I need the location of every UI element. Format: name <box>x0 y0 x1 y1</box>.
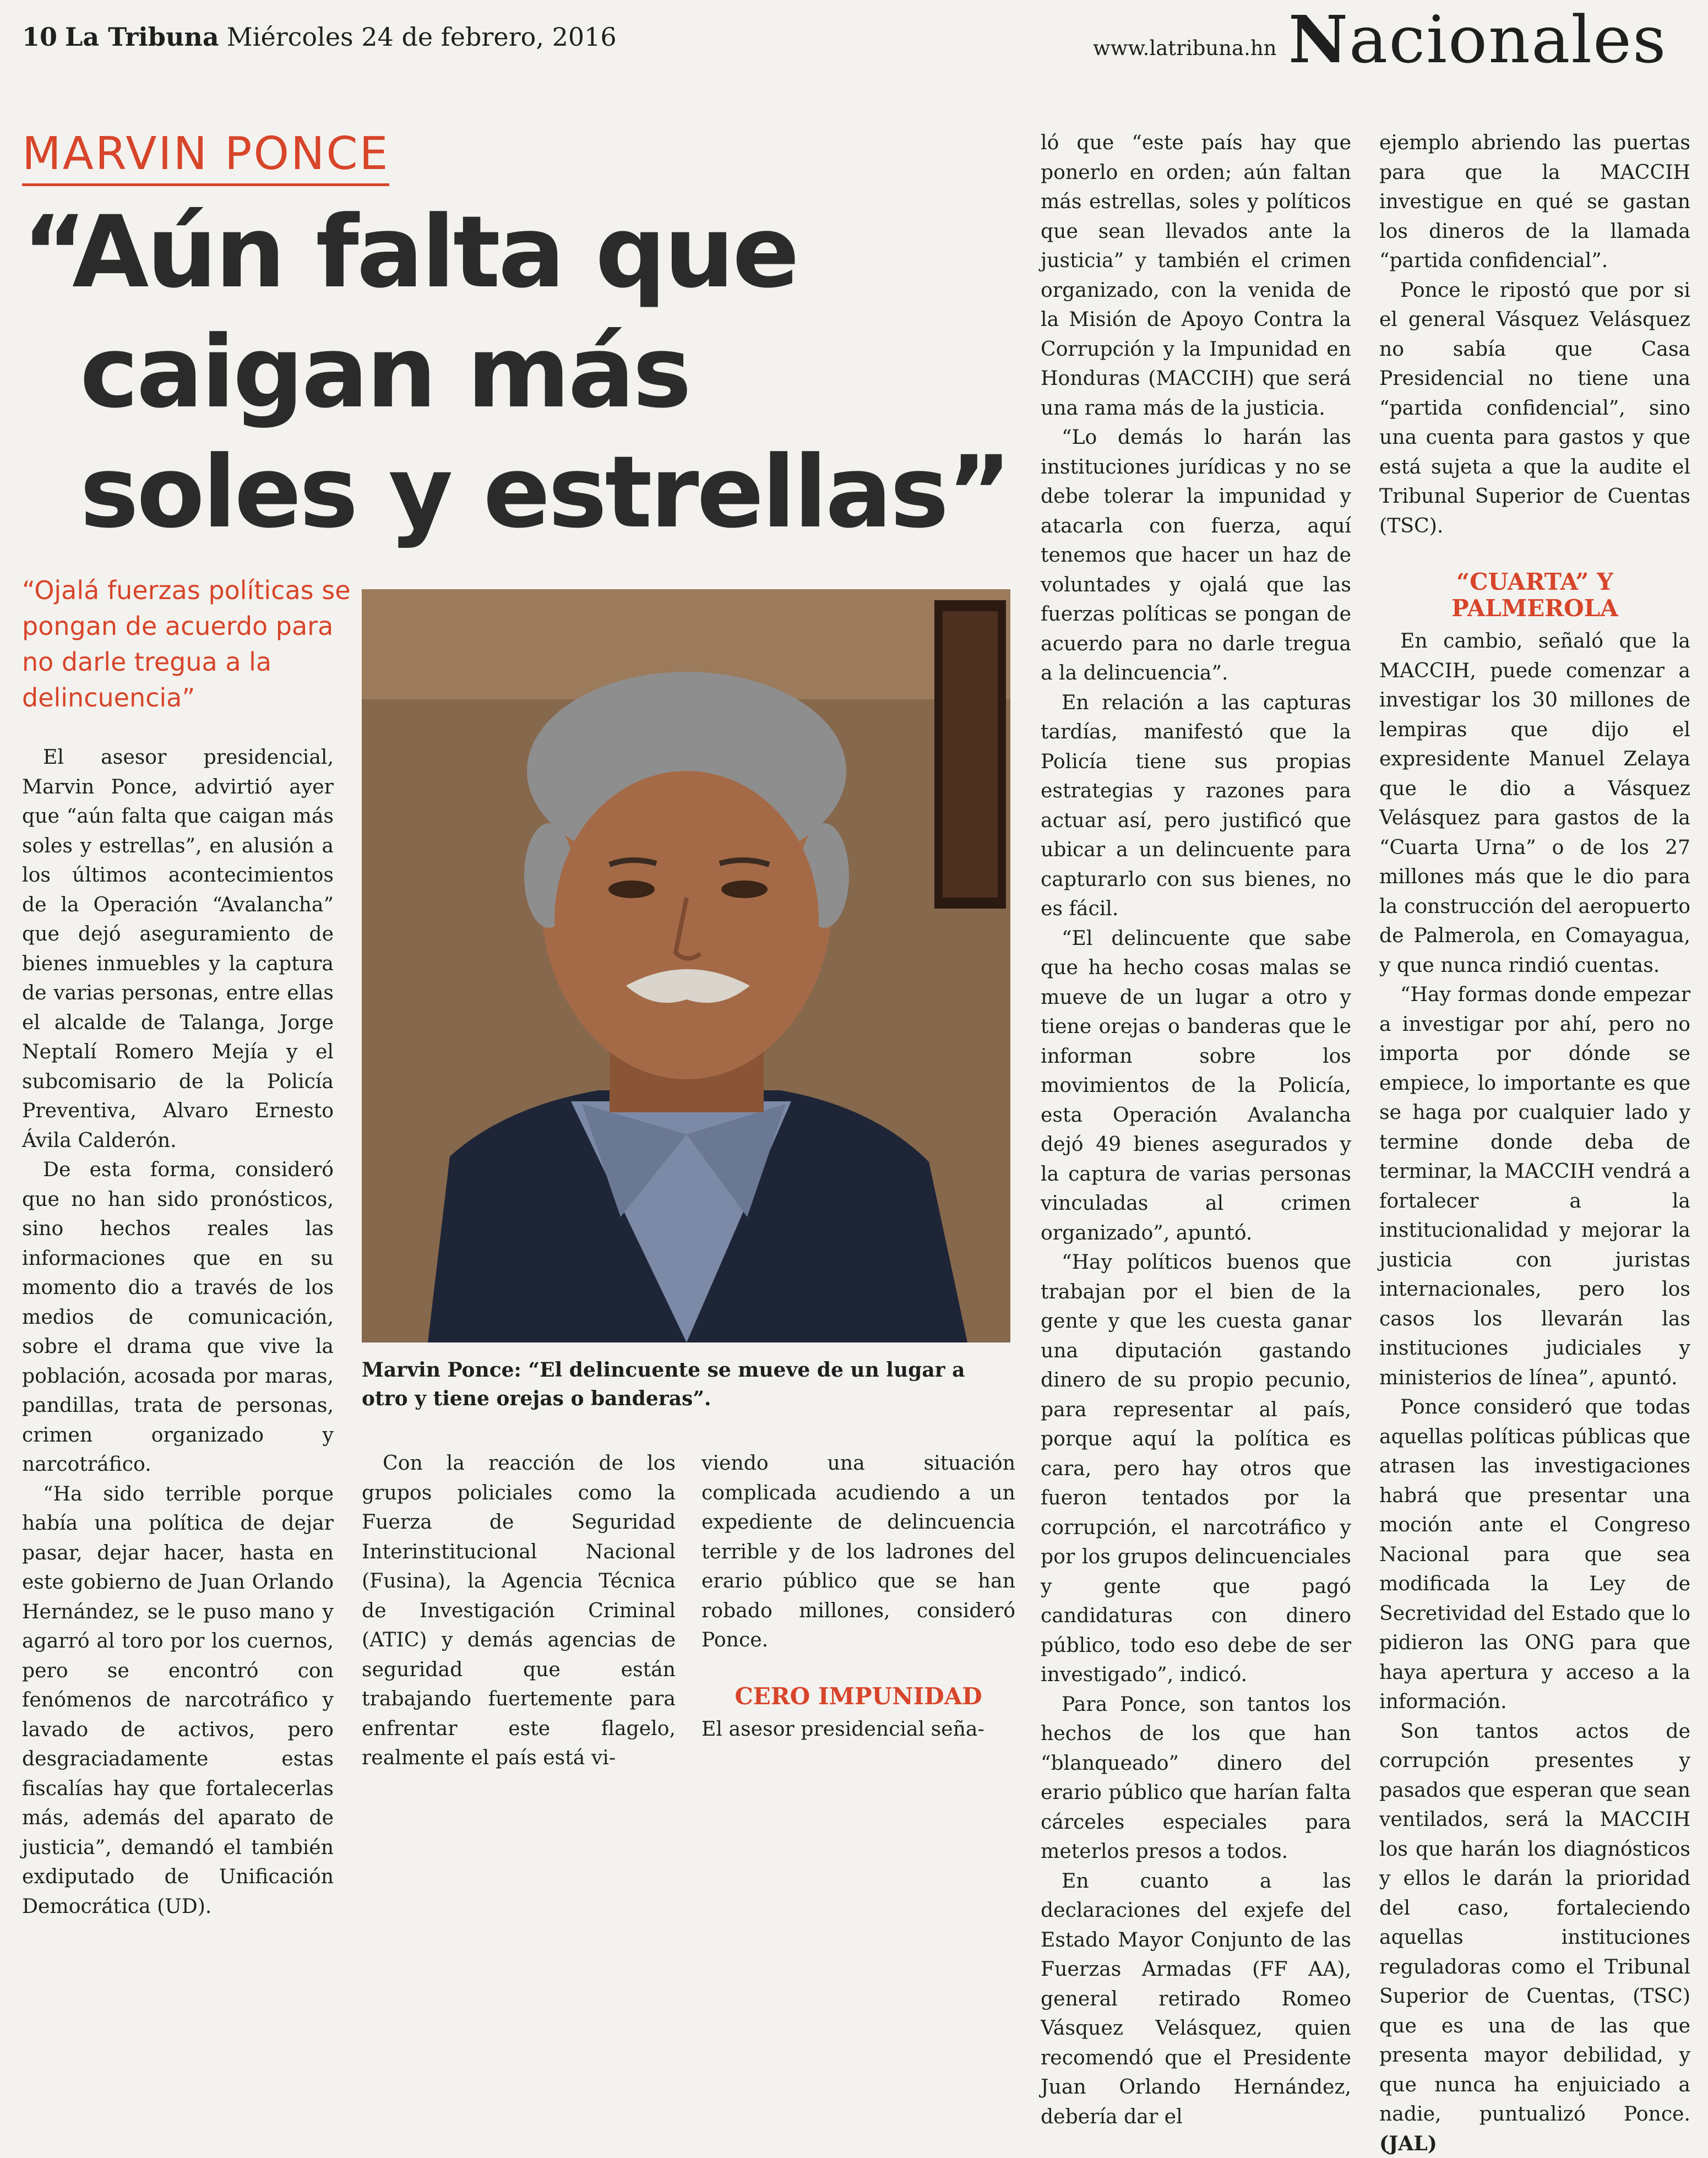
paragraph-text: Son tantos actos de corrupción presentes y pasados que esperan que sean ventilados, será la MACCIH los que harán los diagnósticos y ellos le darán la prioridad del caso, fortaleciendo aquellas instituciones reguladoras como el Tribunal Superior de Cuentas, (TSC) que es una de las que presenta mayor debilidad, y que nunca ha enjuiciado a nadie, puntualizó Ponce. <box>1379 1719 1690 2126</box>
paper-url: www.latribuna.hn <box>1093 36 1277 60</box>
paragraph: En relación a las capturas tardías, manifestó que la Policía tiene sus propias estrategias y razones para actuar así, pero justificó que ubicar a un delincuente para capturarlo con sus bienes, no es fácil. <box>1041 688 1351 923</box>
byline: (JAL) <box>1379 2132 1437 2155</box>
article-kicker: MARVIN PONCE <box>22 128 389 186</box>
paragraph: “El delincuente que sabe que ha hecho cosas malas se mueve de un lugar a otro y tiene orejas o banderas que le informan sobre los movimientos de la Policía, esta Operación Avalancha dejó 49 bienes asegurados y la captura de varias personas vinculadas al crimen organizado”, apuntó. <box>1041 923 1351 1248</box>
article-column-5 <box>1379 128 1690 2158</box>
paragraph: En cuanto a las declaraciones del exjefe del Estado Mayor Conjunto de las Fuerzas Armadas (FF AA), general retirado Romeo Vásquez Velásquez, quien recomendó que el Presidente Juan Orlando Hernández, debería dar el <box>1041 1866 1351 2132</box>
paragraph: ejemplo abriendo las puertas para que la MACCIH investigue en qué se gastan los dineros de la llamada “partida confidencial”. <box>1379 128 1690 275</box>
subheading-cuarta-palmerola: “CUARTA” Y PALMEROLA <box>1379 569 1690 622</box>
headline-line: soles y estrellas” <box>22 433 1013 553</box>
issue-date: Miércoles 24 de febrero, 2016 <box>227 22 617 52</box>
paragraph: “Lo demás lo harán las instituciones jurídicas y no se debe tolerar la impunidad y atacarla con fuerza, aquí tenemos que hacer un haz de voluntades y ojalá que las fuerzas políticas se pongan de acuerdo para no darle tregua a la delincuencia”. <box>1041 422 1351 688</box>
article-column-2 <box>362 1448 676 1773</box>
paragraph: Ponce consideró que todas aquellas políticas públicas que atrasen las investigaciones habrá que presentar una moción ante el Congreso Nacional para que sea modificada la Ley de Secretividad del Estado que lo pidieron las ONG para que haya apertura y acceso a la información. <box>1379 1392 1690 1716</box>
paper-name: La Tribuna <box>65 22 219 52</box>
paragraph: En cambio, señaló que la MACCIH, puede comenzar a investigar los 30 millones de lempiras que dijo el expresidente Manuel Zelaya que le dio a Vásquez Velásquez para gastos de la “Cuarta Urna” o de los 27 millones más que le dio para la construcción del aeropuerto de Palmerola, en Comayagua, y que nunca rindió cuentas. <box>1379 626 1690 980</box>
article-column-4 <box>1041 128 1351 2131</box>
paragraph: De esta forma, consideró que no han sido pronósticos, sino hechos reales las informaciones que en su momento dio a través de los medios de comunicación, sobre el drama que vive la población, acosada por maras, pandillas, trata de personas, crimen organizado y narcotráfico. <box>22 1155 334 1479</box>
article-column-3 <box>701 1448 1015 1743</box>
article-column-1 <box>22 742 334 1921</box>
paragraph: “Ha sido terrible porque había una política de dejar pasar, dejar hacer, hasta en este gobierno de Juan Orlando Hernández, se le puso mano y agarró al toro por los cuernos, pero se encontró con fenómenos de narcotráfico y lavado de activos, pero desgraciadamente estas fiscalías hay que fortalecerlas más, además del aparato de justicia”, demandó el también exdiputado de Unificación Democrática (UD). <box>22 1479 334 1921</box>
page-number: 10 <box>22 22 57 52</box>
paragraph: “Hay formas donde empezar a investigar por ahí, pero no importa por dónde se empiece, lo importante es que se haga por cualquier lado y termine donde deba de terminar, la MACCIH vendrá a fortalecer a la institucionalidad y mejorar la justicia con juristas internacionales, pero los casos los llevarán las instituciones judiciales y ministerios de línea”, apuntó. <box>1379 980 1690 1392</box>
portrait-illustration <box>362 589 1010 1342</box>
section-initial: N <box>1288 1 1349 78</box>
paragraph: Con la reacción de los grupos policiales como la Fuerza de Seguridad Interinstitucional Nacional (Fusina), la Agencia Técnica de Investigación Criminal (ATIC) y demás agencias de seguridad que están trabajando fuertemente para enfrentar este flagelo, realmente el país está vi- <box>362 1448 676 1773</box>
paragraph: viendo una situación complicada acudiendo a un expediente de delincuencia terrible y de los ladrones del erario público que se han robado millones, consideró Ponce. <box>701 1448 1015 1655</box>
paragraph <box>1379 1716 1690 2158</box>
photo-caption: Marvin Ponce: “El delincuente se mueve de un lugar a otro y tiene orejas o banderas”. <box>362 1356 1011 1413</box>
headline-line: “Aún falta que <box>22 193 1013 313</box>
paragraph: Para Ponce, son tantos los hechos de los que han “blanqueado” dinero del erario público que harían falta cárceles especiales para meterlos presos a todos. <box>1041 1689 1351 1866</box>
paragraph: “Hay políticos buenos que trabajan por el bien de la gente y que les cuesta ganar una diputación gastando dinero de su propio pecunio, para representar al país, porque aquí la política es cara, pero hay otros que fueron tentados por la corrupción, el narcotráfico y por los grupos delincuenciales y gente que pagó candidaturas con dinero público, todo eso debe de ser investigado”, indicó. <box>1041 1247 1351 1689</box>
headline-line: caigan más <box>22 313 1013 433</box>
paragraph: El asesor presidencial, Marvin Ponce, advirtió ayer que “aún falta que caigan más soles y estrellas”, en alusión a los últimos acontecimientos de la Operación “Avalancha” que dejó aseguramiento de bienes inmuebles y la captura de varias personas, entre ellas el alcalde de Talanga, Jorge Neptalí Romero Mejía y el subcomisario de la Policía Preventiva, Alvaro Ernesto Ávila Calderón. <box>22 742 334 1155</box>
section-title <box>1288 1 1667 78</box>
pull-quote: “Ojalá fuerzas políticas se pongan de acuerdo para no darle tregua a la delincuencia” <box>22 573 352 716</box>
section-rest: acionales <box>1349 2 1667 78</box>
masthead-left <box>22 22 617 52</box>
paragraph: ló que “este país hay que ponerlo en orden; aún faltan más estrellas, soles y políticos que sean llevados ante la justicia” y también el crimen organizado, con la venida de la Misión de Apoyo Contra la Corrupción y la Impunidad en Honduras (MACCIH) que será una rama más de la justicia. <box>1041 128 1351 422</box>
paragraph: El asesor presidencial seña- <box>701 1714 1015 1744</box>
article-photo <box>362 589 1010 1342</box>
subheading-cero-impunidad: CERO IMPUNIDAD <box>701 1683 1015 1710</box>
article-headline <box>22 193 1013 553</box>
paragraph: Ponce le ripostó que por si el general Vásquez Velásquez no sabía que Casa Presidencial no tiene una “partida confidencial”, sino una cuenta para gastos y que está sujeta a que la audite el Tribunal Superior de Cuentas (TSC). <box>1379 275 1690 541</box>
